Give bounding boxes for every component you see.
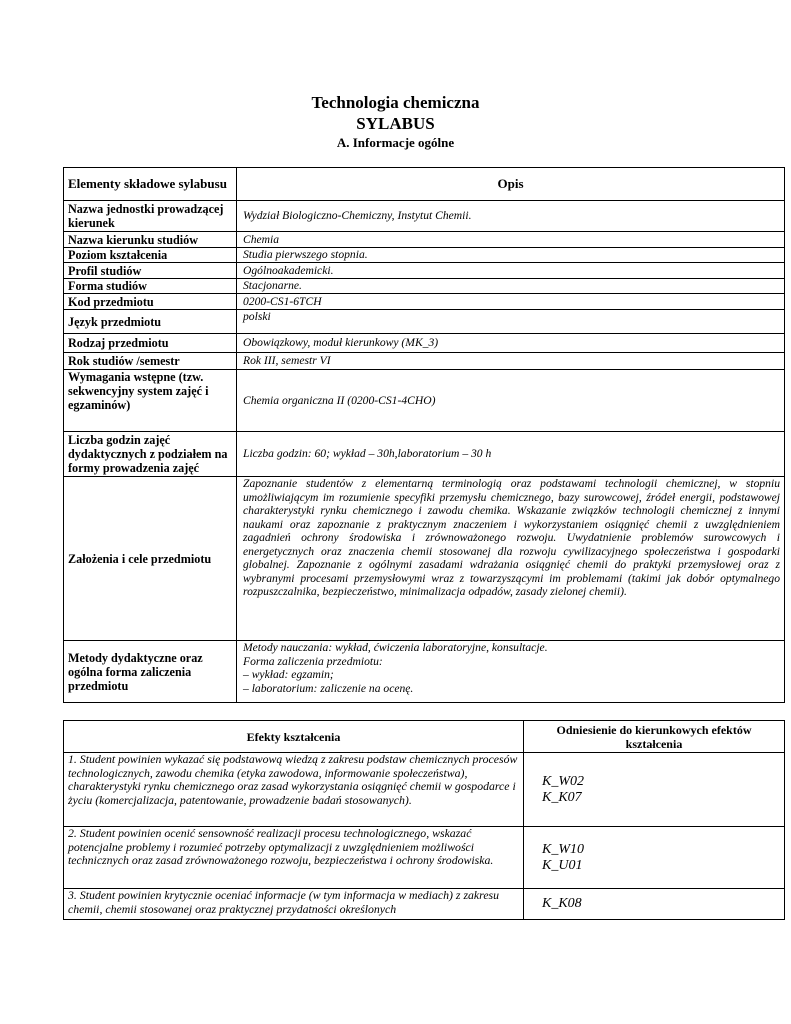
- table-row: [64, 334, 785, 353]
- row-value: polski: [237, 310, 785, 334]
- row-label: Forma studiów: [64, 279, 237, 294]
- row-value: Rok III, semestr VI: [237, 353, 785, 370]
- row-value: Ogólnoakademicki.: [237, 263, 785, 279]
- document-subtitle: SYLABUS: [356, 114, 435, 133]
- row-value: Studia pierwszego stopnia.: [237, 248, 785, 263]
- column-header-elements: Elementy składowe sylabusu: [64, 168, 237, 201]
- table-row: [64, 477, 785, 641]
- column-header-description: Opis: [237, 168, 785, 201]
- row-label: Poziom kształcenia: [64, 248, 237, 263]
- row-label: Kod przedmiotu: [64, 294, 237, 310]
- table-row: [64, 889, 785, 920]
- column-header-reference: Odniesienie do kierunkowych efektów kształcenia: [524, 721, 785, 753]
- table-row: [64, 370, 785, 432]
- reference-code: K_W02: [542, 773, 584, 789]
- row-value: Zapoznanie studentów z elementarną terminologią oraz podstawami technologii chemicznej, w stopniu umożliwiającym im rozumienie specyfiki przemysłu chemicznego, bazy surowcowej, źródeł energii, podstawowej charakterystyki rynku chemicznego i zawodu chemika. Wskazanie związków technologii chemicznej z innymi naukami oraz zapoznanie z praktycznym znaczeniem i wykorzystaniem osiągnięć chemii z uwzględnieniem zagadnień ochrony środowiska i zrównoważonego rozwoju. Uwydatnienie problemów surowcowych i energetycznych oraz znaczenia chemii stosowanej dla rozwoju cywilizacyjnego społeczeństwa i gospodarki globalnej. Zapoznanie z ogólnymi zasadami wdrażania osiągnięć chemii do praktyki przemysłowej oraz z wybranymi procesami przemysłowymi wraz z towarzyszącymi im problemami (takimi jak dobór optymalnego rozpuszczalnika, bezpieczeństwo, minimalizacja odpadów, zasady zielonej chemii).: [237, 477, 785, 641]
- row-label: Liczba godzin zajęć dydaktycznych z podziałem na formy prowadzenia zajęć: [64, 432, 237, 477]
- table-row: [64, 353, 785, 370]
- table-row: [64, 827, 785, 889]
- methods-line: – laboratorium: zaliczenie na ocenę.: [243, 681, 414, 695]
- table-row: [64, 279, 785, 294]
- methods-line: Forma zaliczenia przedmiotu:: [243, 654, 383, 668]
- outcome-reference: [524, 827, 785, 889]
- row-value: 0200-CS1-6TCH: [237, 294, 785, 310]
- row-label: Język przedmiotu: [64, 310, 237, 334]
- row-value: Wydział Biologiczno-Chemiczny, Instytut Chemii.: [237, 201, 785, 232]
- row-label: Rodzaj przedmiotu: [64, 334, 237, 353]
- row-value: Chemia organiczna II (0200-CS1-4CHO): [237, 370, 785, 432]
- outcome-description: 2. Student powinien ocenić sensowność realizacji procesu technologicznego, wskazać potencjalne problemy i rozumieć potrzeby optymalizacji z uwzględnieniem możliwości technicznych oraz zasad zrównoważonego rozwoju, bezpieczeństwa i ochrony środowiska.: [64, 827, 524, 889]
- methods-line: – wykład: egzamin;: [243, 668, 334, 681]
- row-label: Wymagania wstępne (tzw. sekwencyjny system zajęć i egzaminów): [64, 370, 237, 432]
- row-value: [237, 641, 785, 703]
- table-row: [64, 263, 785, 279]
- outcome-reference: [524, 889, 785, 920]
- table-row: [64, 641, 785, 703]
- reference-code: K_U01: [542, 857, 583, 873]
- outcome-reference: [524, 753, 785, 827]
- section-heading: A. Informacje ogólne: [336, 135, 455, 150]
- document-title: Technologia chemiczna: [311, 93, 480, 112]
- row-value: Chemia: [237, 232, 785, 248]
- table-row: [64, 248, 785, 263]
- table-row: [64, 432, 785, 477]
- table-row: [64, 201, 785, 232]
- reference-code: K_K07: [542, 789, 582, 805]
- reference-code: K_W10: [542, 841, 584, 857]
- outcome-description: 1. Student powinien wykazać się podstawową wiedzą z zakresu podstaw chemicznych procesów technologicznych, zawodu chemika (etyka zawodowa, informowanie społeczeństwa), charakterystyki rynku chemicznego oraz zasad wykorzystania osiągnięć chemii w gospodarce i życiu (komercjalizacja, patentowanie, prowadzenie badań stosowanych).: [64, 753, 524, 827]
- table-row: [64, 310, 785, 334]
- row-label: Założenia i cele przedmiotu: [64, 477, 237, 641]
- row-value: Stacjonarne.: [237, 279, 785, 294]
- methods-line: Metody nauczania: wykład, ćwiczenia laboratoryjne, konsultacje.: [243, 641, 548, 654]
- reference-code: K_K08: [542, 896, 582, 911]
- row-label: Nazwa jednostki prowadzącej kierunek: [64, 201, 237, 232]
- table-row: [64, 232, 785, 248]
- table-row: [64, 294, 785, 310]
- column-header-outcomes: Efekty kształcenia: [64, 721, 524, 753]
- row-label: Rok studiów /semestr: [64, 353, 237, 370]
- row-label: Nazwa kierunku studiów: [64, 232, 237, 248]
- row-value: Obowiązkowy, moduł kierunkowy (MK_3): [237, 334, 785, 353]
- syllabus-table: [63, 167, 785, 703]
- outcomes-table: [63, 720, 785, 920]
- row-value: Liczba godzin: 60; wykład – 30h,laboratorium – 30 h: [237, 432, 785, 477]
- table-row: [64, 753, 785, 827]
- outcome-description: 3. Student powinien krytycznie oceniać informacje (w tym informacja w mediach) z zakresu chemii, chemii stosowanej oraz praktycznej przydatności określonych: [64, 889, 524, 920]
- row-label: Profil studiów: [64, 263, 237, 279]
- row-label: Metody dydaktyczne oraz ogólna forma zaliczenia przedmiotu: [64, 641, 237, 703]
